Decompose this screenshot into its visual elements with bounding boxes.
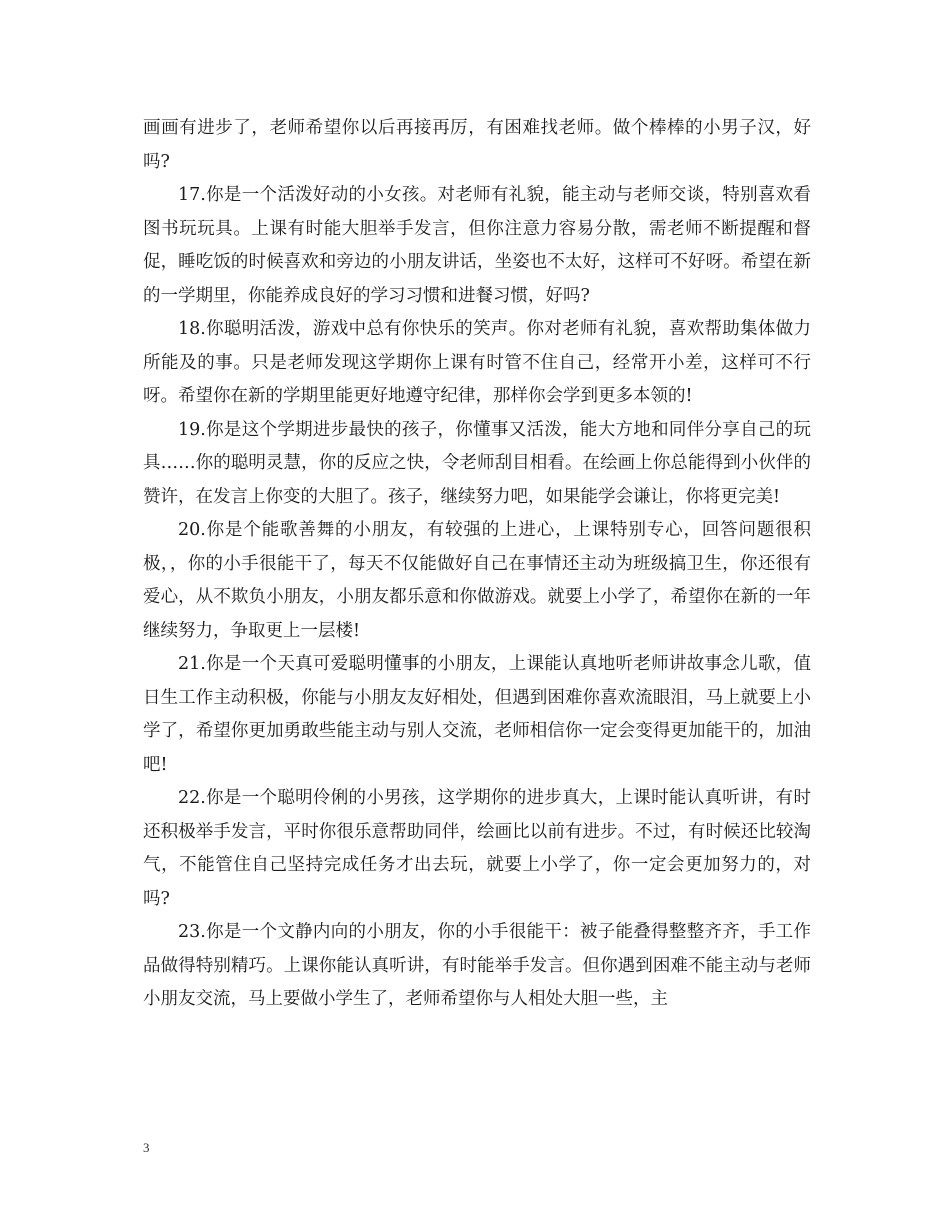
paragraph-16-end: 画画有进步了，老师希望你以后再接再厉，有困难找老师。做个棒棒的小男子汉，好吗? — [143, 118, 811, 172]
paragraph-19: 19.你是这个学期进步最快的孩子，你懂事又活泼，能大方地和同伴分享自己的玩具……你的聪明灵慧，你的反应之快，令老师刮目相看。在绘画上你总能得到小伙伴的赞许，在发言上你变的大胆了。孩子，继续努力吧，如果能学会谦让，你将更完美! — [143, 419, 811, 507]
paragraph-17: 17.你是一个活泼好动的小女孩。对老师有礼貌，能主动与老师交谈，特别喜欢看图书玩玩具。上课有时能大胆举手发言，但你注意力容易分散，需老师不断提醒和督促，睡吃饭的时候喜欢和旁边的小朋友讲话，坐姿也不太好，这样可不好呀。希望在新的一学期里，你能养成良好的学习习惯和进餐习惯，好吗? — [143, 185, 811, 306]
paragraph-23: 23.你是一个文静内向的小朋友，你的小手很能干：被子能叠得整整齐齐，手工作品做得特别精巧。上课你能认真听讲，有时能举手发言。但你遇到困难不能主动与老师小朋友交流，马上要做小学生了，老师希望你与人相处大胆一些，主 — [143, 922, 811, 1009]
page-body — [143, 112, 811, 1017]
page-number: 3 — [143, 1140, 150, 1155]
paragraph-18: 18.你聪明活泼，游戏中总有你快乐的笑声。你对老师有礼貌，喜欢帮助集体做力所能及的事。只是老师发现这学期你上课有时管不住自己，经常开小差，这样可不行呀。希望你在新的学期里能更好地遵守纪律，那样你会学到更多本领的! — [143, 319, 811, 406]
paragraph-20: 20.你是个能歌善舞的小朋友，有较强的上进心，上课特别专心，回答问题很积极，，你的小手很能干了，每天不仅能做好自己在事情还主动为班级搞卫生，你还很有爱心，从不欺负小朋友，小朋友都乐意和你做游戏。就要上小学了，希望你在新的一年继续努力，争取更上一层楼! — [143, 520, 811, 641]
paragraph-21: 21.你是一个天真可爱聪明懂事的小朋友，上课能认真地听老师讲故事念儿歌，值日生工作主动积极，你能与小朋友友好相处，但遇到困难你喜欢流眼泪，马上就要上小学了，希望你更加勇敢些能主动与别人交流，老师相信你一定会变得更加能干的，加油吧! — [143, 654, 811, 775]
paragraph-22: 22.你是一个聪明伶俐的小男孩，这学期你的进步真大，上课时能认真听讲，有时还积极举手发言，平时你很乐意帮助同伴，绘画比以前有进步。不过，有时候还比较淘气，不能管住自己坚持完成任务才出去玩，就要上小学了，你一定会更加努力的，对吗? — [143, 788, 811, 909]
